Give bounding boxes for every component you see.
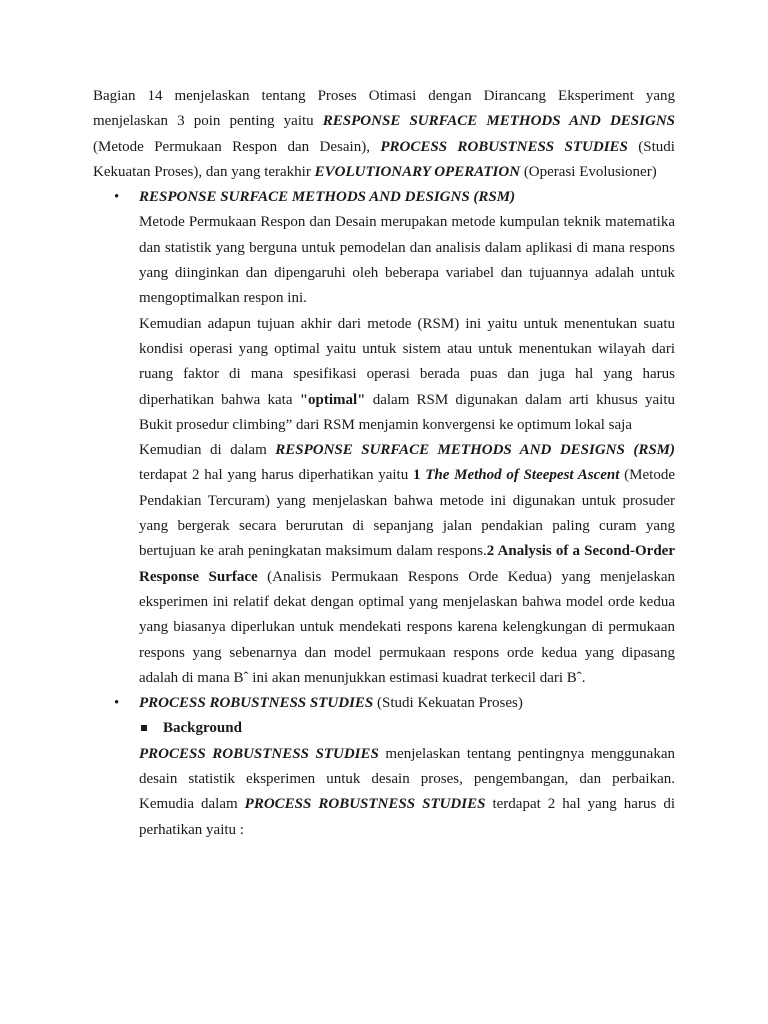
paragraph-text: terdapat 2 hal yang harus diperhatikan yaitu xyxy=(139,467,413,484)
evop-term: EVOLUTIONARY OPERATION xyxy=(314,163,521,180)
rsm-paragraph-1 xyxy=(139,210,675,311)
rsm-term: RESPONSE SURFACE METHODS AND DESIGNS xyxy=(322,113,675,130)
intro-text: (Operasi Evolusioner) xyxy=(520,163,657,180)
item-number: 1 xyxy=(412,467,426,484)
document-body xyxy=(93,84,675,843)
section-heading: RESPONSE SURFACE METHODS AND DESIGNS (RSM) xyxy=(139,189,516,206)
paragraph-text: menjelaskan tentang pentingnya menggunakan desain statistik eksperimen untuk desain proses, pengembangan, dan perbaikan. Kemudia dalam xyxy=(139,745,675,813)
rsm-paragraph-2 xyxy=(139,312,675,438)
rsm-paragraph-3 xyxy=(139,438,675,691)
prs-term: PROCESS ROBUSTNESS STUDIES xyxy=(244,796,486,813)
rsm-term: RESPONSE SURFACE METHODS AND DESIGNS (RSM) xyxy=(275,442,675,459)
paragraph-text: dalam RSM digunakan dalam arti khusus yaitu Bukit prosedur climbing” dari RSM menjamin konvergensi ke optimum lokal saja xyxy=(139,391,675,433)
prs-term: PROCESS ROBUSTNESS STUDIES xyxy=(139,745,379,762)
intro-text: (Studi Kekuatan Proses), dan yang terakhir xyxy=(93,138,675,180)
bullet-icon: • xyxy=(114,189,120,206)
bullet-icon: • xyxy=(114,695,120,712)
paragraph-text: Kemudian di dalam xyxy=(139,442,276,459)
square-bullet-icon xyxy=(141,725,147,731)
section-prs-heading xyxy=(114,691,675,716)
subheading-text: Background xyxy=(163,720,242,737)
background-subheading xyxy=(163,716,675,741)
section-rsm-heading xyxy=(114,185,675,210)
intro-text: (Metode Permukaan Respon dan Desain), xyxy=(93,138,381,155)
paragraph-text: Kemudian adapun tujuan akhir dari metode (RSM) ini yaitu untuk menentukan suatu kondisi operasi yang optimal yaitu untuk sistem atau untuk menentukan wilayah dari ruang faktor di mana spesifikasi operasi berada puas dan juga hal yang harus diperhatikan bahwa kata xyxy=(139,315,675,408)
intro-text: Bagian 14 menjelaskan tentang Proses Otimasi dengan Dirancang Eksperiment yang menjelaskan 3 poin penting yaitu xyxy=(93,88,675,130)
prs-term: PROCESS ROBUSTNESS STUDIES xyxy=(380,138,628,155)
paragraph-text: (Analisis Permukaan Respons Orde Kedua) yang menjelaskan eksperimen ini relatif dekat dengan optimal yang menjelaskan bahwa model orde kedua yang biasanya diperlukan untuk mendekati respons karena kelengkungan di permukaan respons yang sebenarnya dan model permukaan respons orde kedua yang dipasang adalah di mana Bˆ ini akan menunjukkan estimasi kuadrat terkecil dari Bˆ. xyxy=(139,568,675,686)
paragraph-text: (Metode Pendakian Tercuram) yang menjelaskan bahwa metode ini digunakan untuk prosuder yang bergerak secara berurutan di sepanjang jalan pendakian paling curam yang bertujuan ke arah peningkatan maksimum dalam respons. xyxy=(139,467,675,560)
second-order-term: 2 Analysis of a Second-Order Response Surface xyxy=(139,543,675,585)
intro-paragraph xyxy=(93,84,675,185)
steepest-ascent-term: The Method of Steepest Ascent xyxy=(425,467,620,484)
optimal-term: "optimal" xyxy=(299,391,366,408)
paragraph-text: Metode Permukaan Respon dan Desain merupakan metode kumpulan teknik matematika dan statistik yang berguna untuk pemodelan dan analisis dalam aplikasi di mana respons yang diinginkan dan dipengaruhi oleh beberapa variabel dan tujuannya adalah untuk mengoptimalkan respon ini. xyxy=(139,214,675,307)
section-heading: PROCESS ROBUSTNESS STUDIES xyxy=(139,695,374,712)
paragraph-text: terdapat 2 hal yang harus di perhatikan yaitu : xyxy=(139,796,675,838)
section-heading-rest: (Studi Kekuatan Proses) xyxy=(373,695,523,712)
prs-paragraph xyxy=(139,742,675,843)
